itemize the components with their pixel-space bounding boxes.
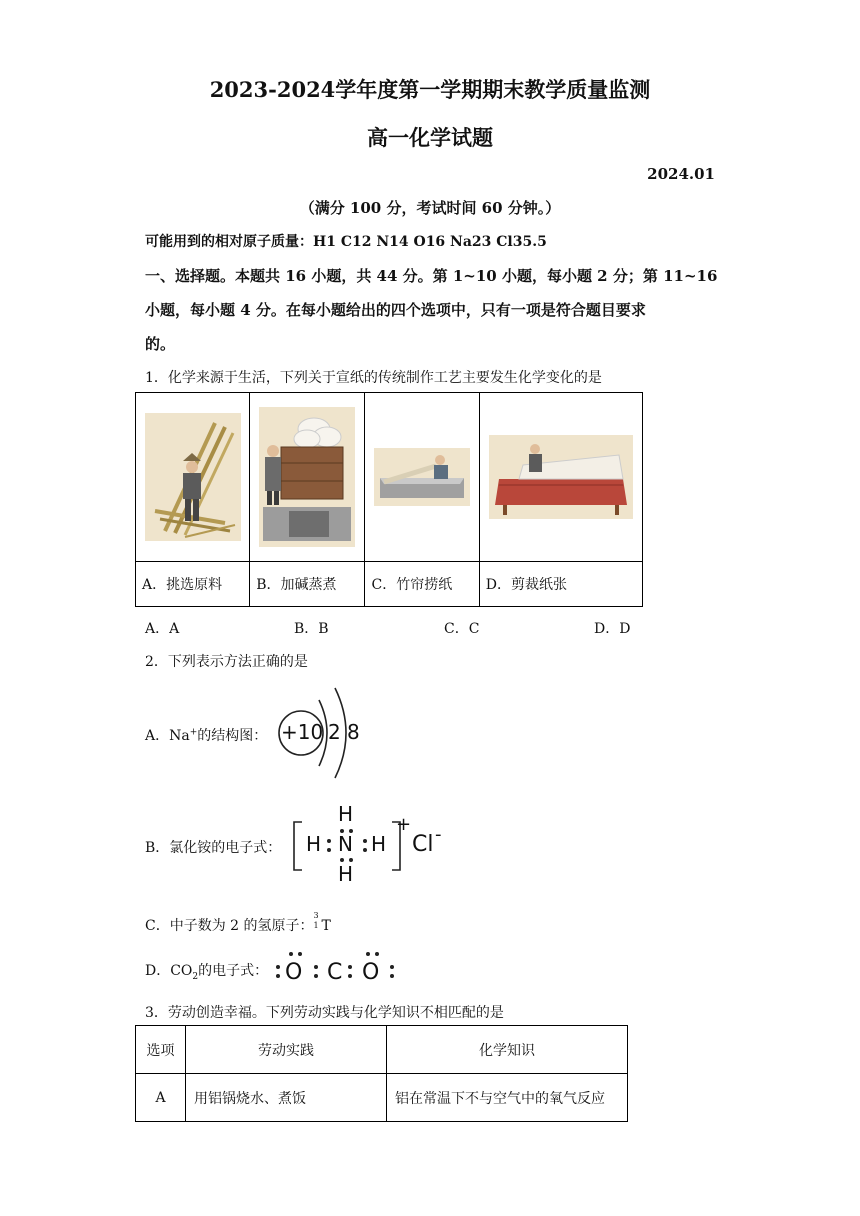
chloride-symbol: Cl	[412, 832, 434, 857]
nh4-right-h: H	[371, 832, 387, 856]
q2-option-a-charge: +	[189, 727, 198, 738]
section-instruction-line2: 小题，每小题 4 分。在每小题给出的四个选项中，只有一项是符合题目要求	[145, 301, 646, 319]
q2-option-d-subscript: 2	[192, 971, 199, 982]
q1-option-b[interactable]: B．B	[294, 621, 329, 637]
q3-stem: 3．劳动创造幸福。下列劳动实践与化学知识不相匹配的是	[145, 1005, 504, 1021]
co2-left-oxygen: O	[285, 960, 303, 985]
ammonium-chloride-electron-formula	[290, 802, 450, 888]
q2-option-a-text: A．Na	[145, 728, 190, 744]
na-ion-structure-diagram	[275, 686, 375, 780]
co2-electron-formula	[272, 948, 402, 988]
q1-option-d[interactable]: D．D	[594, 621, 631, 637]
q3-row-a-option: A	[136, 1074, 186, 1122]
na-nucleus-charge: +10	[281, 720, 324, 744]
na-shell-2-electrons: 8	[347, 720, 360, 744]
q2-option-a-tail: 的结构图：	[197, 728, 268, 744]
q1-caption-a: A．挑选原料	[136, 562, 250, 607]
q1-stem: 1．化学来源于生活，下列关于宣纸的传统制作工艺主要发生化学变化的是	[145, 370, 602, 386]
q2-option-d-text: D．CO	[145, 963, 193, 979]
section-instruction-line1: 一、选择题。本题共 16 小题，共 44 分。第 1~10 小题，每小题 2 分；第 11~16	[145, 267, 718, 285]
score-time-note: （满分 100 分，考试时间 60 分钟。）	[299, 199, 561, 217]
q1-option-c[interactable]: C．C	[444, 621, 480, 637]
q2-option-c-text: C．中子数为 2 的氢原子：	[145, 918, 314, 934]
q3-header-practice: 劳动实践	[186, 1026, 387, 1074]
nh4-bottom-h: H	[338, 862, 354, 886]
q2-stem: 2．下列表示方法正确的是	[145, 654, 308, 670]
q1-cell-a-image	[136, 393, 250, 562]
chloride-charge: -	[435, 824, 442, 845]
exam-date: 2024.01	[647, 165, 715, 183]
exam-subtitle: 高一化学试题	[367, 125, 493, 150]
exam-title: 2023-2024学年度第一学期期末教学质量监测	[209, 77, 651, 102]
q3-row-a-practice: 用铝锅烧水、煮饭	[186, 1074, 387, 1122]
q2-option-c[interactable]	[145, 911, 331, 937]
q1-cell-c-image	[365, 393, 479, 562]
table-row	[136, 1074, 628, 1122]
q3-row-a-knowledge: 铝在常温下不与空气中的氧气反应	[387, 1074, 628, 1122]
co2-right-oxygen: O	[362, 960, 380, 985]
q3-header-knowledge: 化学知识	[387, 1026, 628, 1074]
atomic-masses: 可能用到的相对原子质量：H1 C12 N14 O16 Na23 Cl35.5	[145, 234, 547, 250]
q1-option-a[interactable]: A．A	[145, 621, 180, 637]
tritium-atomic-number: 1	[313, 921, 319, 930]
co2-carbon: C	[327, 960, 343, 985]
section-instruction-line3: 的。	[145, 335, 176, 353]
q2-option-b-label[interactable]: B．氯化铵的电子式：	[145, 840, 282, 856]
tritium-numbers	[313, 911, 322, 930]
q3-table	[135, 1025, 628, 1122]
steaming-vat-illustration	[259, 407, 355, 547]
q2-option-a-label[interactable]	[145, 725, 267, 745]
ammonium-charge: +	[396, 814, 412, 835]
tritium-mass-number: 3	[313, 911, 319, 920]
q1-image-table	[135, 392, 643, 607]
q3-header-option: 选项	[136, 1026, 186, 1074]
q2-option-d-tail: 的电子式：	[198, 963, 269, 979]
q1-cell-b-image	[250, 393, 365, 562]
q3-table-header	[136, 1026, 628, 1074]
q1-options	[0, 618, 860, 638]
q1-caption-b: B．加碱蒸煮	[250, 562, 365, 607]
q2-option-d[interactable]	[145, 960, 268, 982]
nh4-nitrogen: N	[338, 832, 353, 856]
paper-scooping-illustration	[374, 448, 470, 506]
nh4-left-h: H	[306, 832, 322, 856]
q1-caption-d: D．剪裁纸张	[479, 562, 642, 607]
nh4-top-h: H	[338, 802, 354, 826]
paper-cutting-illustration	[489, 435, 633, 519]
q1-caption-c: C．竹帘捞纸	[365, 562, 479, 607]
q1-cell-d-image	[479, 393, 642, 562]
na-shell-1-electrons: 2	[328, 720, 341, 744]
bamboo-worker-illustration	[145, 413, 241, 541]
tritium-symbol: T	[321, 918, 331, 934]
